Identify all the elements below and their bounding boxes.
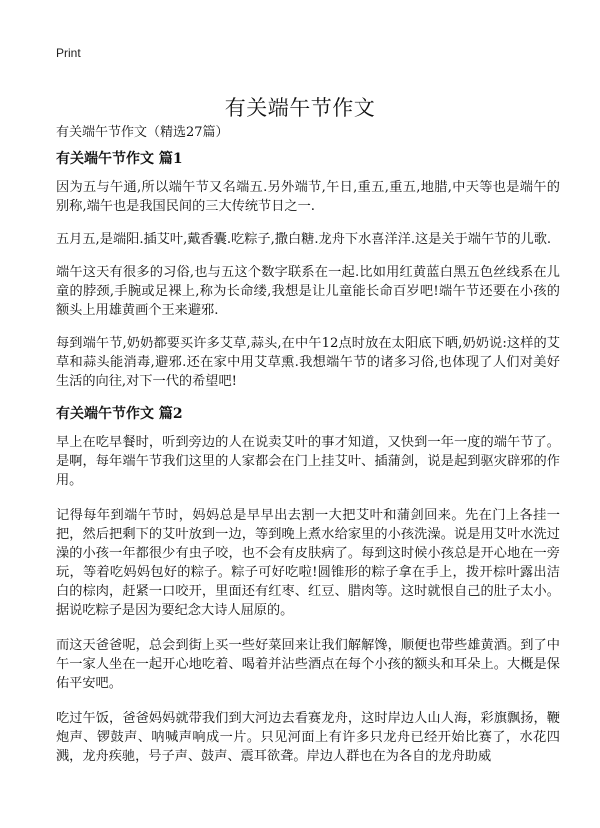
- document-subtitle: 有关端午节作文（精选27篇）: [56, 125, 229, 140]
- paragraph: 因为五与午通,所以端午节又名端五.另外端节,午日,重五,重五,地腊,中天等也是端午的别称,端午也是我国民间的三大传统节日之一.: [56, 180, 560, 214]
- paragraph: 吃过午饭，爸爸妈妈就带我们到大河边去看赛龙舟，这时岸边人山人海，彩旗飘扬，鞭炮声、锣鼓声、呐喊声响成一片。只见河面上有许多只龙舟已经开始比赛了，水花四溅，龙舟疾驰，号子声、鼓声、震耳欲聋。岸边人群也在为各自的龙舟助威: [56, 711, 560, 764]
- section-2: [56, 405, 560, 766]
- document-title: 有关端午节作文: [224, 96, 376, 121]
- paragraph: 每到端午节,奶奶都要买许多艾草,蒜头,在中午12点时放在太阳底下晒,奶奶说:这样的艾草和蒜头能消毒,避邪.还在家中用艾草熏.我想端午节的诸多习俗,也体现了人们对美好生活的向往,对下一代的希望吧!: [56, 336, 560, 389]
- paragraph: 而这天爸爸呢，总会到街上买一些好菜回来让我们解解馋，顺便也带些雄黄酒。到了中午一家人坐在一起开心地吃着、喝着并沾些酒点在每个小孩的额头和耳朵上。大概是保佑平安吧。: [56, 638, 560, 691]
- paragraph: 早上在吃早餐时，听到旁边的人在说卖艾叶的事才知道，又快到一年一度的端午节了。是啊，每年端午节我们这里的人家都会在门上挂艾叶、插蒲剑，说是起到驱灾辟邪的作用。: [56, 435, 560, 488]
- print-label: Print: [56, 46, 81, 60]
- section-heading: 有关端午节作文 篇2: [56, 406, 183, 422]
- document-body: [56, 150, 560, 782]
- section-1: [56, 150, 560, 391]
- section-heading: 有关端午节作文 篇1: [56, 151, 183, 167]
- paragraph: 端午这天有很多的习俗,也与五这个数字联系在一起.比如用红黄蓝白黑五色丝线系在儿童的脖颈,手腕或足裸上,称为长命缕,我想是让儿童能长命百岁吧!端午节还要在小孩的额头上用雄黄画个王来避邪.: [56, 265, 560, 318]
- paragraph: 记得每年到端午节时，妈妈总是早早出去割一大把艾叶和蒲剑回来。先在门上各挂一把，然后把剩下的艾叶放到一边，等到晚上煮水给家里的小孩洗澡。说是用艾叶水洗过澡的小孩一年都很少有虫子咬，也不会有皮肤病了。每到这时候小孩总是开心地在一旁玩，等着吃妈妈包好的粽子。粽子可好吃啦!圆锥形的粽子拿在手上，拨开棕叶露出洁白的棕肉，赶紧一口咬开，里面还有红枣、红豆、腊肉等。这时就恨自己的肚子太小。据说吃粽子是因为要纪念大诗人屈原的。: [56, 508, 560, 618]
- paragraph: 五月五,是端阳.插艾叶,戴香囊.吃粽子,撒白糖.龙舟下水喜洋洋.这是关于端午节的儿歌.: [56, 232, 552, 247]
